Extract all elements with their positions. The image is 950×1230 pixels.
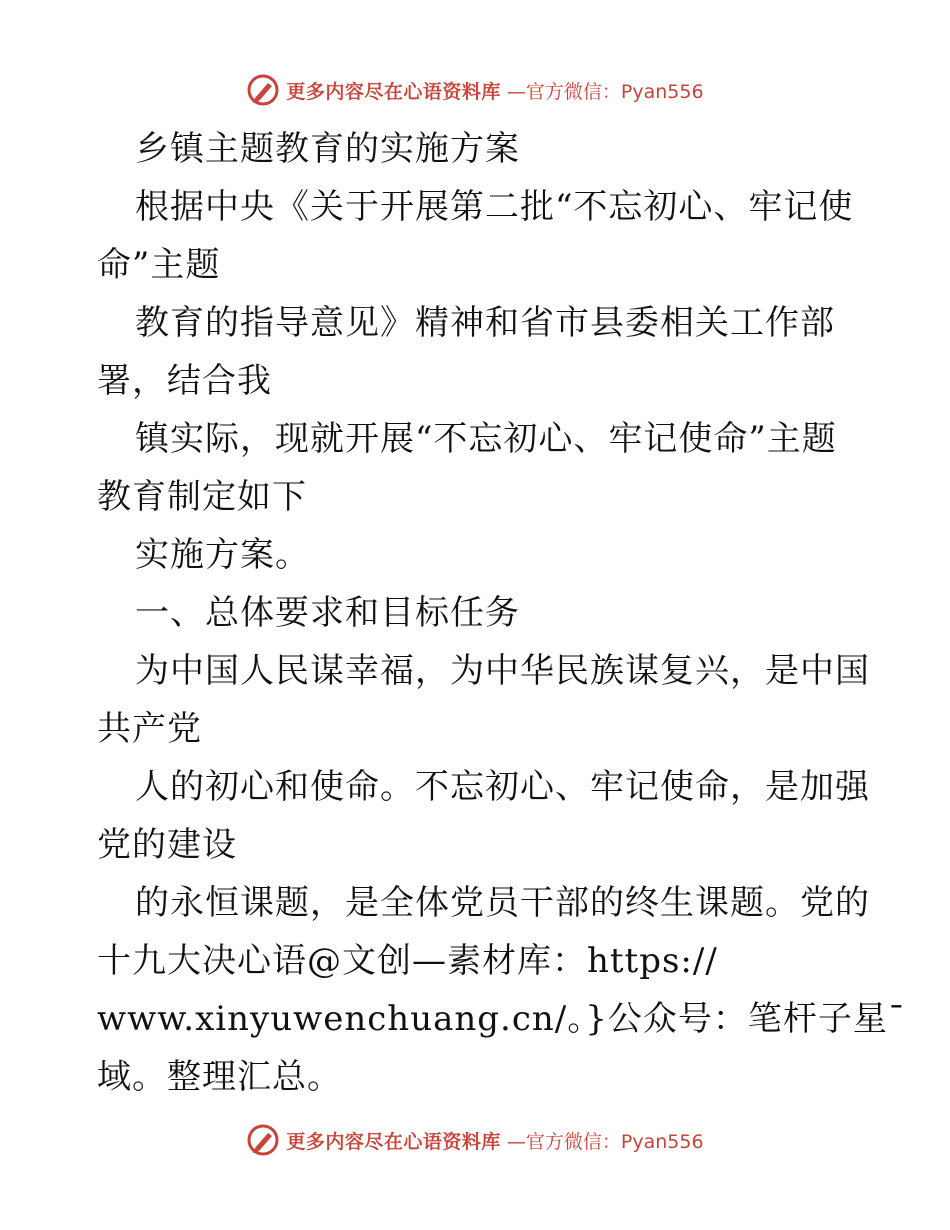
- document-line: 共产党: [97, 709, 202, 749]
- document-line: 镇实际，现就开展“不忘初心、牢记使命”主题: [135, 419, 837, 459]
- footer-wechat-text: —官方微信：Pyan556: [506, 1130, 704, 1153]
- header-banner: [0, 70, 950, 110]
- footer-banner: [0, 1120, 950, 1160]
- document-line: 十九大决心语@文创—素材库：https://: [97, 941, 718, 981]
- document-line: 教育的指导意见》精神和省市县委相关工作部: [135, 303, 835, 343]
- document-line: 乡镇主题教育的实施方案: [135, 129, 520, 169]
- document-line: 为中国人民谋幸福，为中华民族谋复兴，是中国: [135, 651, 870, 691]
- footer-promo-text: 更多内容尽在心语资料库: [286, 1130, 501, 1153]
- document-line: 实施方案。: [135, 535, 310, 575]
- document-line: 党的建设: [97, 825, 237, 865]
- document-line: 的永恒课题，是全体党员干部的终生课题。党的: [135, 883, 870, 923]
- document-line: 命”主题: [97, 245, 221, 285]
- document-line: 署，结合我: [97, 361, 272, 401]
- document-line: 人的初心和使命。不忘初心、牢记使命，是加强: [135, 767, 870, 807]
- document-line: www.xinyuwenchuang.cn/。}公众号：笔杆子星¯: [97, 999, 906, 1039]
- document-body: [97, 120, 906, 1106]
- document-line: 一、总体要求和目标任务: [135, 593, 520, 633]
- pen-logo-icon: [246, 73, 280, 107]
- document-line: 根据中央《关于开展第二批“不忘初心、牢记使: [135, 187, 854, 227]
- header-wechat-text: —官方微信：Pyan556: [506, 80, 704, 103]
- document-line: 教育制定如下: [97, 477, 307, 517]
- header-promo-text: 更多内容尽在心语资料库: [286, 80, 501, 103]
- document-line: 域。整理汇总。: [97, 1057, 342, 1097]
- pen-logo-icon: [246, 1123, 280, 1157]
